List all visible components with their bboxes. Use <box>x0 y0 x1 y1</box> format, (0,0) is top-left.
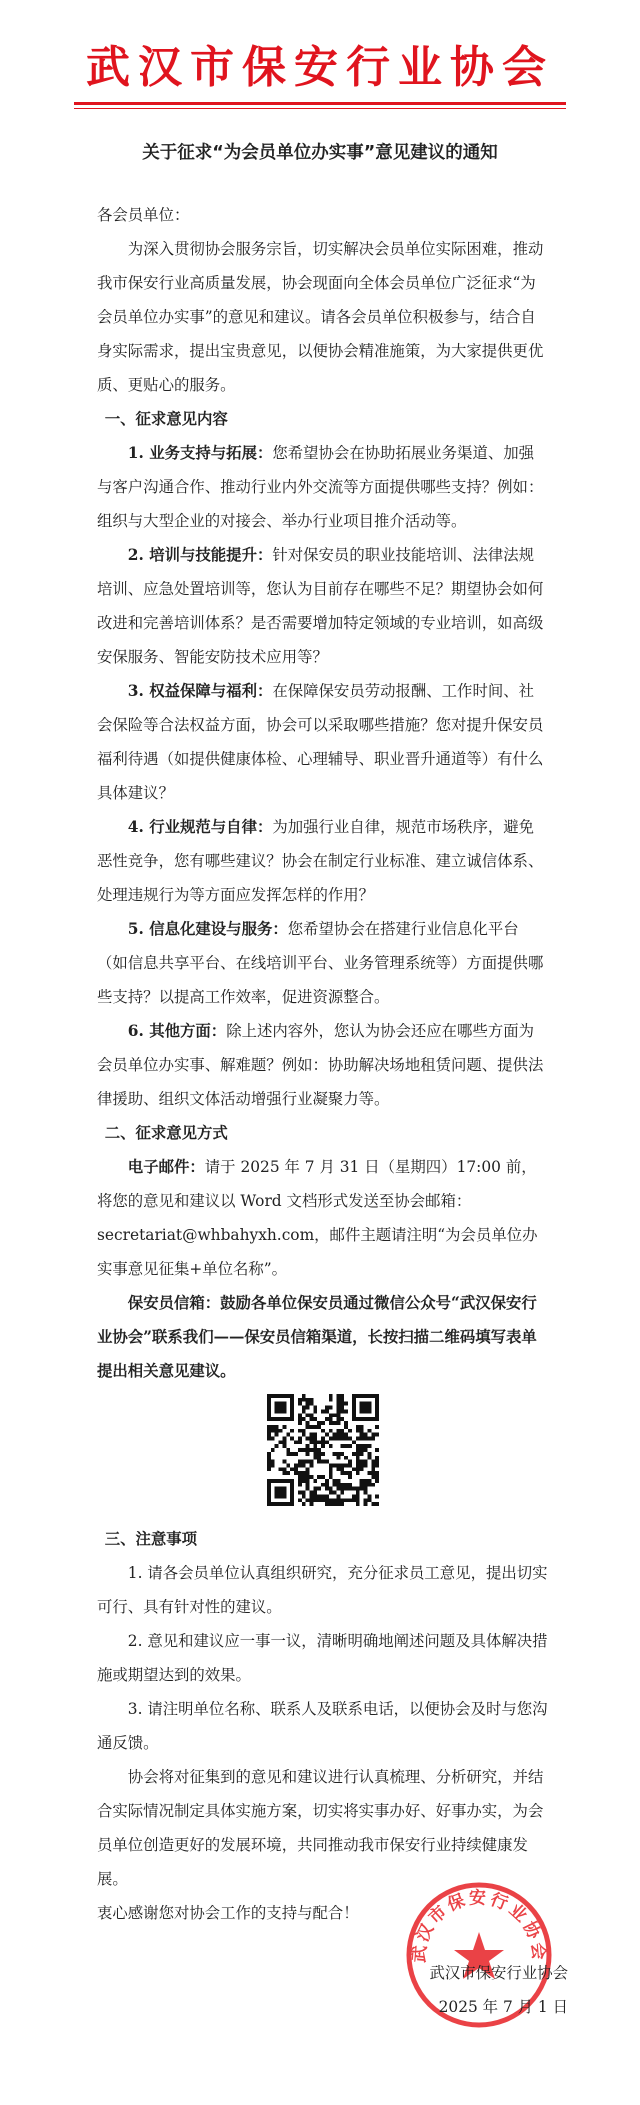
item-label: 5. 信息化建设与服务： <box>127 920 288 938</box>
item-text: 您希望协会在协助拓展业务渠道、加强与客户沟通合作、推动行业内外交流等方面提供哪些支持？例如：组织与大型企业的对接会、举办行业项目推介活动等。 <box>97 444 544 530</box>
item-text: 在保障保安员劳动报酬、工作时间、社会保险等合法权益方面，协会可以采取哪些措施？您对提升保安员福利待遇（如提供健康体检、心理辅导、职业晋升通道等）有什么具体建议？ <box>97 682 544 802</box>
mailbox-instructions <box>97 1286 548 1388</box>
section1-item <box>97 912 548 1014</box>
notice-item: 2. 意见和建议应一事一议，清晰明确地阐述问题及具体解决措施或期望达到的效果。 <box>97 1632 548 1684</box>
section1-item <box>97 674 548 810</box>
item-label: 4. 行业规范与自律： <box>127 818 273 836</box>
item-text: 针对保安员的职业技能培训、法律法规培训、应急处置培训等，您认为目前存在哪些不足？期望协会如何改进和完善培训体系？是否需要增加特定领域的专业培训，如高级安保服务、智能安防技术应用等？ <box>97 546 544 666</box>
notice-item: 3. 请注明单位名称、联系人及联系电话，以便协会及时与您沟通反馈。 <box>97 1700 548 1752</box>
document-title: 关于征求“为会员单位办实事”意见建议的通知 <box>142 143 498 163</box>
item-text: 为加强行业自律，规范市场秩序，避免恶性竞争，您有哪些建议？协会在制定行业标准、建立诚信体系、处理违规行为等方面应发挥怎样的作用？ <box>97 818 544 904</box>
email-label: 电子邮件： <box>127 1158 205 1176</box>
salutation: 各会员单位： <box>97 206 190 224</box>
item-label: 2. 培训与技能提升： <box>127 546 273 564</box>
document-body <box>97 198 548 1930</box>
section1-item <box>97 538 548 674</box>
email-text: 请于 2025 年 7 月 31 日（星期四）17:00 前，将您的意见和建议以 Word 文档形式发送至协会邮箱：secretariat@whbahyxh.com，邮件主题请注明“为会员单位办实事意见征集+单位名称”。 <box>97 1158 538 1278</box>
intro-paragraph: 为深入贯彻协会服务宗旨，切实解决会员单位实际困难，推动我市保安行业高质量发展，协会现面向全体会员单位广泛征求“为会员单位办实事”的意见和建议。请各会员单位积极参与，结合自身实际需求，提出宝贵意见，以便协会精准施策，为大家提供更优质、更贴心的服务。 <box>97 240 544 394</box>
thanks-line: 衷心感谢您对协会工作的支持与配合！ <box>97 1904 359 1922</box>
item-label: 3. 权益保障与福利： <box>127 682 273 700</box>
signature-date: 2025 年 7 月 1 日 <box>438 1998 568 2016</box>
section2-heading: 二、征求意见方式 <box>104 1124 228 1142</box>
signature-org: 武汉市保安行业协会 <box>429 1964 568 1982</box>
email-instructions <box>97 1150 548 1286</box>
section1-item <box>97 1014 548 1116</box>
item-text: 您希望协会在搭建行业信息化平台（如信息共享平台、在线培训平台、业务管理系统等）方面提供哪些支持？以提高工作效率，促进资源整合。 <box>97 920 544 1006</box>
section1-heading: 一、征求意见内容 <box>104 410 228 428</box>
svg-text:武汉市保安行业协会: 武汉市保安行业协会 <box>409 1888 549 1964</box>
masthead-rule-thin <box>74 108 566 109</box>
qr-code-container <box>97 1388 548 1522</box>
notice-item: 1. 请各会员单位认真组织研究，充分征求员工意见，提出切实可行、具有针对性的建议。 <box>97 1564 548 1616</box>
signature-block <box>378 1956 568 2024</box>
item-label: 6. 其他方面： <box>127 1022 227 1040</box>
mailbox-text: 鼓励各单位保安员通过微信公众号“武汉保安行业协会”联系我们——保安员信箱渠道，长按扫描二维码填写表单提出相关意见建议。 <box>97 1294 537 1380</box>
qr-code-icon[interactable] <box>267 1394 379 1506</box>
section3-heading: 三、注意事项 <box>104 1530 198 1548</box>
item-label: 1. 业务支持与拓展： <box>127 444 273 462</box>
masthead-title: 武汉市保安行业协会 <box>86 42 554 93</box>
section1-item <box>97 436 548 538</box>
section1-item <box>97 810 548 912</box>
mailbox-label: 保安员信箱： <box>127 1294 221 1312</box>
item-text: 除上述内容外，您认为协会还应在哪些方面为会员单位办实事、解难题？例如：协助解决场地租赁问题、提供法律援助、组织文体活动增强行业凝聚力等。 <box>97 1022 544 1108</box>
masthead-rule-thick <box>74 102 566 105</box>
closing-paragraph: 协会将对征集到的意见和建议进行认真梳理、分析研究，并结合实际情况制定具体实施方案，切实将实事办好、好事办实，为会员单位创造更好的发展环境，共同推动我市保安行业持续健康发展。 <box>97 1768 544 1888</box>
